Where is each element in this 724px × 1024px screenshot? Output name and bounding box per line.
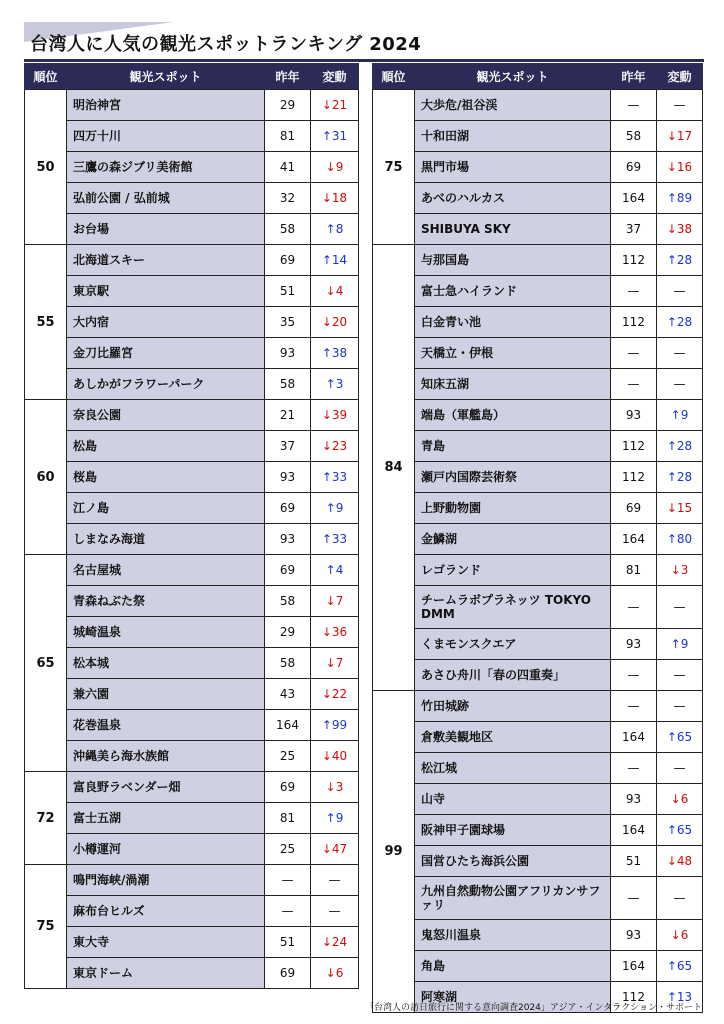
spot-name: 東京駅 (67, 276, 265, 307)
spot-name: 奈良公園 (67, 400, 265, 431)
spot-name: 江ノ島 (67, 493, 265, 524)
rank-change: ↓40 (311, 741, 359, 772)
table-row (25, 710, 359, 741)
rank-change: ↑99 (311, 710, 359, 741)
spot-name: 明治神宮 (67, 90, 265, 121)
rank-change: ↓7 (311, 586, 359, 617)
rank-cell: 75 (25, 865, 67, 989)
rank-change: ↓22 (311, 679, 359, 710)
rank-change: ↑4 (311, 555, 359, 586)
prev-rank: 112 (611, 982, 657, 1013)
rank-change: ↓39 (311, 400, 359, 431)
table-row (25, 803, 359, 834)
table-row (25, 152, 359, 183)
header-change: 変動 (311, 63, 359, 90)
rank-change: ↑31 (311, 121, 359, 152)
prev-rank: 37 (265, 431, 311, 462)
rank-change: ↑28 (657, 431, 703, 462)
prev-rank: 69 (265, 245, 311, 276)
spot-name: 知床五湖 (415, 369, 611, 400)
rank-change: — (657, 753, 703, 784)
rank-change: ↓3 (311, 772, 359, 803)
spot-name: 弘前公園 / 弘前城 (67, 183, 265, 214)
spot-name: SHIBUYA SKY (415, 214, 611, 245)
rank-change: ↓23 (311, 431, 359, 462)
spot-name: 桜島 (67, 462, 265, 493)
table-row (25, 462, 359, 493)
spot-name: 麻布台ヒルズ (67, 896, 265, 927)
table-row (25, 865, 359, 896)
table-row (25, 431, 359, 462)
rank-change: ↓21 (311, 90, 359, 121)
prev-rank: 164 (611, 815, 657, 846)
table-row (373, 691, 703, 722)
rank-change: ↑8 (311, 214, 359, 245)
table-row (373, 920, 703, 951)
prev-rank: 58 (265, 214, 311, 245)
table-row (373, 90, 703, 121)
rank-change: ↑9 (657, 400, 703, 431)
spot-name: 富士急ハイランド (415, 276, 611, 307)
prev-rank: 112 (611, 431, 657, 462)
rank-change: ↓9 (311, 152, 359, 183)
table-row (373, 660, 703, 691)
prev-rank: 58 (611, 121, 657, 152)
spot-name: あべのハルカス (415, 183, 611, 214)
table-row (373, 846, 703, 877)
table-row (373, 183, 703, 214)
prev-rank: 29 (265, 617, 311, 648)
table-row (25, 276, 359, 307)
table-row (373, 152, 703, 183)
prev-rank: 69 (611, 493, 657, 524)
table-row (373, 555, 703, 586)
rank-change: ↑80 (657, 524, 703, 555)
table-row (25, 555, 359, 586)
table-row (373, 586, 703, 629)
page-title: 台湾人に人気の観光スポットランキング 2024 (30, 34, 422, 55)
rank-change: ↑65 (657, 951, 703, 982)
rank-change: ↓38 (657, 214, 703, 245)
prev-rank: 93 (611, 920, 657, 951)
table-row (373, 753, 703, 784)
rank-change: ↑65 (657, 815, 703, 846)
rank-change: ↓15 (657, 493, 703, 524)
table-row (373, 877, 703, 920)
prev-rank: 69 (265, 493, 311, 524)
ranking-table-right (372, 63, 703, 1013)
rank-cell: 72 (25, 772, 67, 865)
spot-name: 黒門市場 (415, 152, 611, 183)
title-bar (24, 22, 704, 58)
table-row (25, 90, 359, 121)
table-row (373, 722, 703, 753)
spot-name: 九州自然動物公園アフリカンサファリ (415, 877, 611, 920)
rank-change: ↓48 (657, 846, 703, 877)
prev-rank: 112 (611, 462, 657, 493)
title-rule (24, 59, 704, 62)
prev-rank: 93 (265, 338, 311, 369)
prev-rank: 164 (611, 722, 657, 753)
spot-name: 兼六園 (67, 679, 265, 710)
rank-change: — (311, 865, 359, 896)
rank-change: ↓20 (311, 307, 359, 338)
spot-name: 十和田湖 (415, 121, 611, 152)
table-row (373, 338, 703, 369)
table-row (25, 524, 359, 555)
spot-name: 国営ひたち海浜公園 (415, 846, 611, 877)
spot-name: 大歩危/祖谷渓 (415, 90, 611, 121)
prev-rank: — (611, 90, 657, 121)
table-row (25, 617, 359, 648)
rank-change: ↑89 (657, 183, 703, 214)
rank-change: ↓7 (311, 648, 359, 679)
spot-name: 与那国島 (415, 245, 611, 276)
rank-change: ↓6 (657, 920, 703, 951)
prev-rank: — (611, 276, 657, 307)
header-rank: 順位 (373, 63, 415, 90)
rank-change: ↑28 (657, 462, 703, 493)
table-row (373, 307, 703, 338)
table-row (373, 121, 703, 152)
prev-rank: 25 (265, 834, 311, 865)
rank-change: ↓4 (311, 276, 359, 307)
spot-name: 竹田城跡 (415, 691, 611, 722)
rank-change: ↓16 (657, 152, 703, 183)
spot-name: 阪神甲子園球場 (415, 815, 611, 846)
table-row (25, 121, 359, 152)
rank-change: — (657, 276, 703, 307)
table-row (373, 784, 703, 815)
spot-name: 青森ねぶた祭 (67, 586, 265, 617)
prev-rank: 164 (611, 951, 657, 982)
prev-rank: 58 (265, 648, 311, 679)
prev-rank: 81 (265, 121, 311, 152)
prev-rank: 29 (265, 90, 311, 121)
prev-rank: 81 (265, 803, 311, 834)
prev-rank: 93 (611, 400, 657, 431)
spot-name: 富士五湖 (67, 803, 265, 834)
header-spot: 観光スポット (67, 63, 265, 90)
table-row (373, 276, 703, 307)
prev-rank: 69 (611, 152, 657, 183)
rank-change: — (657, 90, 703, 121)
source-note: 「台湾人の訪日旅行に関する意向調査2024」アジア・インタラクション・サポート (364, 1003, 702, 1013)
rank-cell: 75 (373, 90, 415, 245)
spot-name: あしかがフラワーパーク (67, 369, 265, 400)
spot-name: 花巻温泉 (67, 710, 265, 741)
table-row (373, 493, 703, 524)
table-row (25, 648, 359, 679)
rank-change: ↓6 (657, 784, 703, 815)
spot-name: 沖縄美ら海水族館 (67, 741, 265, 772)
table-row (373, 524, 703, 555)
table-row (373, 629, 703, 660)
prev-rank: — (611, 586, 657, 629)
header-rank: 順位 (25, 63, 67, 90)
header-prev: 昨年 (265, 63, 311, 90)
ranking-table-left (24, 63, 359, 989)
rank-change: — (657, 369, 703, 400)
table-row (25, 834, 359, 865)
spot-name: 松江城 (415, 753, 611, 784)
table-row (25, 369, 359, 400)
rank-change: ↓3 (657, 555, 703, 586)
prev-rank: 51 (265, 927, 311, 958)
rank-change: ↑9 (311, 803, 359, 834)
table-row (25, 772, 359, 803)
spot-name: 松島 (67, 431, 265, 462)
table-row (25, 927, 359, 958)
spot-name: チームラボプラネッツ TOKYO DMM (415, 586, 611, 629)
rank-cell: 55 (25, 245, 67, 400)
table-row (25, 493, 359, 524)
rank-change: ↑28 (657, 245, 703, 276)
prev-rank: 41 (265, 152, 311, 183)
rank-change: — (657, 877, 703, 920)
spot-name: レゴランド (415, 555, 611, 586)
table-row (25, 338, 359, 369)
spot-name: くまモンスクエア (415, 629, 611, 660)
spot-name: 上野動物園 (415, 493, 611, 524)
spot-name: 名古屋城 (67, 555, 265, 586)
prev-rank: 164 (611, 183, 657, 214)
spot-name: 四万十川 (67, 121, 265, 152)
rank-cell: 84 (373, 245, 415, 691)
table-row (25, 586, 359, 617)
rank-change: ↑3 (311, 369, 359, 400)
rank-change: ↓17 (657, 121, 703, 152)
prev-rank: 51 (611, 846, 657, 877)
spot-name: 角島 (415, 951, 611, 982)
spot-name: 小樽運河 (67, 834, 265, 865)
rank-change: — (657, 586, 703, 629)
spot-name: しまなみ海道 (67, 524, 265, 555)
rank-change: ↓24 (311, 927, 359, 958)
prev-rank: 25 (265, 741, 311, 772)
table-row (373, 245, 703, 276)
rank-change: ↑9 (657, 629, 703, 660)
spot-name: 富良野ラベンダー畑 (67, 772, 265, 803)
table-header-row (25, 63, 359, 90)
prev-rank: 112 (611, 245, 657, 276)
rank-change: ↓47 (311, 834, 359, 865)
rank-change: ↑28 (657, 307, 703, 338)
header-change: 変動 (657, 63, 703, 90)
spot-name: 大内宿 (67, 307, 265, 338)
prev-rank: 164 (611, 524, 657, 555)
spot-name: 青島 (415, 431, 611, 462)
table-row (373, 214, 703, 245)
rank-change: ↑14 (311, 245, 359, 276)
prev-rank: 93 (265, 524, 311, 555)
prev-rank: 37 (611, 214, 657, 245)
spot-name: 倉敷美観地区 (415, 722, 611, 753)
rank-change: ↑33 (311, 462, 359, 493)
rank-cell: 50 (25, 90, 67, 245)
table-row (25, 958, 359, 989)
prev-rank: 69 (265, 772, 311, 803)
prev-rank: 69 (265, 555, 311, 586)
spot-name: あさひ舟川「春の四重奏」 (415, 660, 611, 691)
rank-cell: 99 (373, 691, 415, 1013)
prev-rank: — (611, 691, 657, 722)
rank-change: ↓36 (311, 617, 359, 648)
rank-change: — (657, 660, 703, 691)
header-prev: 昨年 (611, 63, 657, 90)
spot-name: 金鱗湖 (415, 524, 611, 555)
header-spot: 観光スポット (415, 63, 611, 90)
spot-name: 三鷹の森ジブリ美術館 (67, 152, 265, 183)
rank-cell: 65 (25, 555, 67, 772)
rank-change: — (657, 338, 703, 369)
table-row (25, 245, 359, 276)
table-row (25, 400, 359, 431)
spot-name: 東京ドーム (67, 958, 265, 989)
spot-name: 城崎温泉 (67, 617, 265, 648)
prev-rank: — (611, 660, 657, 691)
spot-name: 北海道スキー (67, 245, 265, 276)
rank-change: — (311, 896, 359, 927)
table-row (25, 741, 359, 772)
table-row (373, 815, 703, 846)
prev-rank: 81 (611, 555, 657, 586)
prev-rank: — (265, 896, 311, 927)
prev-rank: 58 (265, 369, 311, 400)
table-row (25, 307, 359, 338)
spot-name: お台場 (67, 214, 265, 245)
table-row (373, 462, 703, 493)
spot-name: 端島（軍艦島） (415, 400, 611, 431)
table-row (25, 679, 359, 710)
prev-rank: 51 (265, 276, 311, 307)
rank-change: ↑65 (657, 722, 703, 753)
spot-name: 東大寺 (67, 927, 265, 958)
rank-cell: 60 (25, 400, 67, 555)
table-row (373, 400, 703, 431)
prev-rank: — (611, 877, 657, 920)
prev-rank: 93 (611, 629, 657, 660)
prev-rank: 35 (265, 307, 311, 338)
rank-change: ↑9 (311, 493, 359, 524)
table-row (373, 369, 703, 400)
prev-rank: — (611, 369, 657, 400)
rank-change: ↑13 (657, 982, 703, 1013)
spot-name: 天橋立・伊根 (415, 338, 611, 369)
table-row (25, 214, 359, 245)
prev-rank: 93 (265, 462, 311, 493)
table-row (25, 183, 359, 214)
prev-rank: 93 (611, 784, 657, 815)
table-row (25, 896, 359, 927)
prev-rank: 58 (265, 586, 311, 617)
prev-rank: 32 (265, 183, 311, 214)
rank-change: ↑33 (311, 524, 359, 555)
prev-rank: — (611, 753, 657, 784)
spot-name: 松本城 (67, 648, 265, 679)
rank-change: ↑38 (311, 338, 359, 369)
prev-rank: 69 (265, 958, 311, 989)
rank-change: ↓18 (311, 183, 359, 214)
table-row (373, 431, 703, 462)
spot-name: 白金青い池 (415, 307, 611, 338)
prev-rank: 43 (265, 679, 311, 710)
prev-rank: — (265, 865, 311, 896)
prev-rank: 112 (611, 307, 657, 338)
spot-name: 金刀比羅宮 (67, 338, 265, 369)
rank-change: ↓6 (311, 958, 359, 989)
table-header-row (373, 63, 703, 90)
spot-name: 鳴門海峡/渦潮 (67, 865, 265, 896)
prev-rank: — (611, 338, 657, 369)
prev-rank: 164 (265, 710, 311, 741)
spot-name: 鬼怒川温泉 (415, 920, 611, 951)
rank-change: — (657, 691, 703, 722)
table-row (373, 951, 703, 982)
spot-name: 山寺 (415, 784, 611, 815)
spot-name: 瀬戸内国際芸術祭 (415, 462, 611, 493)
prev-rank: 21 (265, 400, 311, 431)
spot-name: 阿寒湖 (415, 982, 611, 1013)
